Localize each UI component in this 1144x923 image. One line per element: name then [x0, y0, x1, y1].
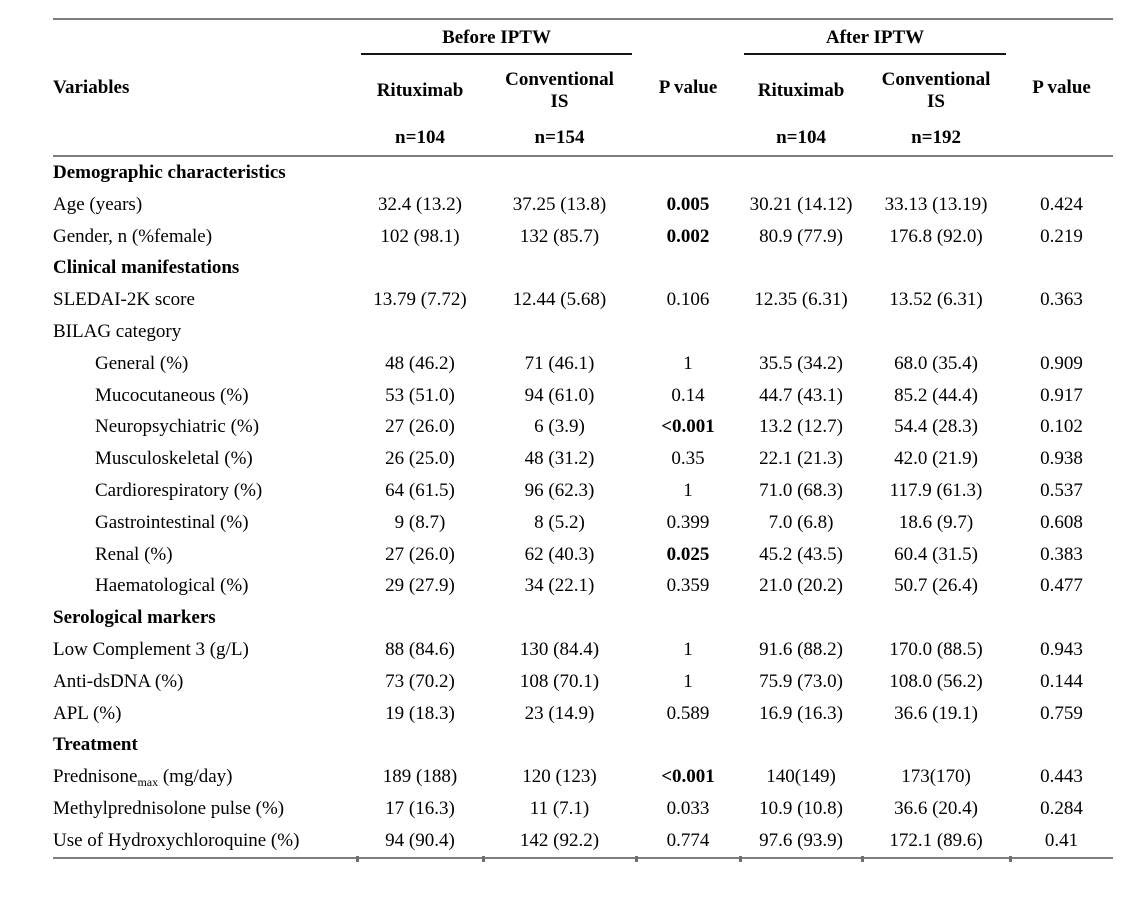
value-cell: [357, 252, 483, 284]
value-cell: 117.9 (61.3): [889, 479, 983, 501]
value-cell: [357, 602, 483, 634]
value-cell: [636, 156, 740, 189]
value-cell: 6 (3.9): [534, 416, 585, 438]
value-cell: 13.79 (7.72): [373, 289, 467, 311]
row-label: APL (%): [53, 702, 122, 724]
section-row: [53, 252, 1113, 284]
table-row: [53, 634, 1113, 666]
value-cell: 60.4 (31.5): [894, 543, 978, 565]
value-cell: [862, 316, 1010, 348]
table-row: [53, 761, 1113, 793]
column-tick: [482, 856, 485, 862]
n-count-conventional-before: n=154: [534, 126, 585, 148]
column-tick: [1009, 856, 1012, 862]
value-cell: 62 (40.3): [524, 543, 595, 565]
value-cell: 12.35 (6.31): [754, 289, 848, 311]
value-cell: 48 (46.2): [385, 352, 455, 374]
value-cell: 0.477: [1040, 575, 1083, 597]
value-cell: [740, 252, 862, 284]
table-row: [53, 380, 1113, 412]
column-header-variables: Variables: [53, 76, 130, 98]
table-row: [53, 348, 1113, 380]
value-cell: 53 (51.0): [385, 384, 455, 406]
row-label: Gastrointestinal (%): [95, 511, 249, 533]
table-row: [53, 507, 1113, 539]
value-cell: 0.363: [1040, 289, 1083, 311]
section-row: [53, 602, 1113, 634]
column-tick: [739, 856, 742, 862]
label-line: Conventional: [505, 69, 614, 91]
section-label: Clinical manifestations: [53, 257, 240, 279]
row-label: Anti-dsDNA (%): [53, 670, 184, 692]
table-body: [53, 156, 1113, 858]
value-cell: 0.943: [1040, 638, 1083, 660]
value-cell: 173(170): [901, 766, 971, 788]
value-cell: [740, 729, 862, 761]
value-cell: 9 (8.7): [394, 511, 446, 533]
section-row: [53, 156, 1113, 189]
value-cell: [357, 729, 483, 761]
value-cell: 71 (46.1): [524, 352, 595, 374]
value-cell: <0.001: [661, 416, 715, 438]
row-label: Mucocutaneous (%): [95, 384, 249, 406]
value-cell: 189 (188): [382, 766, 458, 788]
column-header-p-value-after: P value: [1032, 76, 1091, 98]
value-cell: 18.6 (9.7): [898, 511, 974, 533]
label-line: IS: [550, 91, 569, 112]
value-cell: [1010, 316, 1113, 348]
value-cell: 108 (70.1): [519, 670, 600, 692]
value-cell: 34 (22.1): [524, 575, 595, 597]
value-cell: [740, 316, 862, 348]
table-row: [53, 570, 1113, 602]
value-cell: 19 (18.3): [385, 702, 455, 724]
row-label: BILAG category: [53, 320, 182, 342]
value-cell: 29 (27.9): [385, 575, 455, 597]
value-cell: 140(149): [766, 766, 836, 788]
value-cell: 0.106: [666, 289, 710, 311]
value-cell: 0.443: [1040, 766, 1083, 788]
value-cell: [636, 602, 740, 634]
value-cell: 80.9 (77.9): [759, 225, 843, 247]
value-cell: 130 (84.4): [519, 638, 600, 660]
value-cell: 0.399: [666, 511, 710, 533]
value-cell: 64 (61.5): [385, 479, 455, 501]
value-cell: [357, 316, 483, 348]
value-cell: 32.4 (13.2): [378, 193, 462, 215]
value-cell: [862, 729, 1010, 761]
value-cell: [862, 156, 1010, 189]
value-cell: 0.759: [1040, 702, 1083, 724]
value-cell: 23 (14.9): [524, 702, 595, 724]
value-cell: [740, 602, 862, 634]
value-cell: [740, 156, 862, 189]
row-label: Musculoskeletal (%): [95, 448, 253, 470]
row-label: Haematological (%): [95, 575, 249, 597]
group-header-row: [53, 19, 1113, 62]
value-cell: <0.001: [661, 766, 715, 788]
value-cell: 73 (70.2): [385, 670, 455, 692]
value-cell: 0.359: [666, 575, 710, 597]
value-cell: 0.41: [1010, 825, 1113, 858]
n-count-rituximab-after: n=104: [776, 126, 826, 148]
n-count-conventional-after: n=192: [911, 126, 961, 148]
value-cell: 85.2 (44.4): [894, 384, 978, 406]
group-header-before-iptw: [357, 19, 636, 62]
value-cell: 27 (26.0): [385, 543, 455, 565]
table-row: [53, 475, 1113, 507]
value-cell: 71.0 (68.3): [759, 479, 843, 501]
table-row: [53, 698, 1113, 730]
table-row: [53, 793, 1113, 825]
value-cell: [636, 252, 740, 284]
table-row: [53, 443, 1113, 475]
table-row: [53, 284, 1113, 316]
value-cell: 91.6 (88.2): [759, 638, 843, 660]
value-cell: 142 (92.2): [483, 825, 636, 858]
value-cell: 0.938: [1040, 448, 1083, 470]
value-cell: 36.6 (19.1): [894, 702, 978, 724]
value-cell: 102 (98.1): [380, 225, 460, 247]
value-cell: [636, 316, 740, 348]
value-cell: 96 (62.3): [524, 479, 595, 501]
value-cell: 1: [683, 352, 693, 374]
value-cell: [1010, 252, 1113, 284]
value-cell: [483, 602, 636, 634]
value-cell: [862, 252, 1010, 284]
value-cell: 13.52 (6.31): [889, 289, 983, 311]
column-header-conventional-before: [483, 62, 636, 120]
value-cell: 75.9 (73.0): [759, 670, 843, 692]
value-cell: [483, 316, 636, 348]
value-cell: 22.1 (21.3): [759, 448, 843, 470]
value-cell: 0.537: [1040, 479, 1083, 501]
value-cell: [357, 156, 483, 189]
value-cell: 120 (123): [522, 766, 597, 788]
column-header-rituximab-after: Rituximab: [757, 80, 845, 102]
value-cell: 35.5 (34.2): [759, 352, 843, 374]
row-label: Low Complement 3 (g/L): [53, 638, 249, 660]
baseline-characteristics-table: [53, 18, 1113, 859]
column-header-conventional-after: [862, 62, 1010, 120]
value-cell: 48 (31.2): [524, 448, 595, 470]
value-cell: 94 (61.0): [524, 384, 595, 406]
section-row: [53, 729, 1113, 761]
group-header-after-iptw: [740, 19, 1010, 62]
value-cell: 0.424: [1040, 193, 1083, 215]
n-count-rituximab-before: n=104: [395, 126, 445, 148]
value-cell: 170.0 (88.5): [889, 638, 983, 660]
value-cell: [483, 252, 636, 284]
value-cell: 0.219: [1040, 225, 1083, 247]
value-cell: 0.284: [1040, 797, 1083, 819]
section-label: Treatment: [53, 734, 138, 756]
subscript-label: max: [137, 775, 159, 790]
value-cell: 11 (7.1): [529, 797, 590, 819]
table-row: [53, 221, 1113, 253]
value-cell: 36.6 (20.4): [894, 797, 978, 819]
value-cell: 1: [683, 670, 693, 692]
group-label-before-iptw: Before IPTW: [361, 27, 632, 56]
value-cell: 0.774: [636, 825, 740, 858]
row-label: Age (years): [53, 193, 143, 215]
value-cell: [862, 602, 1010, 634]
value-cell: 0.14: [671, 384, 705, 406]
value-cell: 132 (85.7): [519, 225, 600, 247]
table-row: [53, 825, 1113, 858]
value-cell: 1: [683, 479, 693, 501]
iptw-comparison-table: [53, 18, 1113, 859]
value-cell: 0.005: [666, 193, 710, 215]
value-cell: 0.909: [1040, 352, 1083, 374]
table-row: [53, 666, 1113, 698]
row-label: Methylprednisolone pulse (%): [53, 797, 285, 819]
value-cell: 50.7 (26.4): [894, 575, 978, 597]
value-cell: 108.0 (56.2): [889, 670, 983, 692]
row-label: Cardiorespiratory (%): [95, 479, 263, 501]
value-cell: 0.033: [666, 797, 710, 819]
value-cell: 88 (84.6): [385, 638, 455, 660]
value-cell: 0.025: [666, 543, 710, 565]
section-label: Demographic characteristics: [53, 156, 357, 189]
label-line: Conventional: [881, 69, 991, 91]
value-cell: 8 (5.2): [534, 511, 585, 533]
value-cell: [1010, 602, 1113, 634]
row-label: SLEDAI-2K score: [53, 289, 195, 311]
value-cell: 0.35: [671, 448, 705, 470]
value-cell: 10.9 (10.8): [759, 797, 843, 819]
label-line: IS: [927, 91, 945, 112]
value-cell: 0.917: [1040, 384, 1083, 406]
value-cell: 176.8 (92.0): [889, 225, 983, 247]
table-row: [53, 316, 1113, 348]
value-cell: 42.0 (21.9): [894, 448, 978, 470]
row-label: Renal (%): [95, 543, 173, 565]
value-cell: 0.589: [666, 702, 710, 724]
value-cell: 0.102: [1040, 416, 1083, 438]
section-label: Serological markers: [53, 607, 216, 629]
value-cell: 30.21 (14.12): [749, 193, 853, 215]
value-cell: 21.0 (20.2): [759, 575, 843, 597]
value-cell: 68.0 (35.4): [894, 352, 978, 374]
value-cell: 0.608: [1040, 511, 1083, 533]
value-cell: 26 (25.0): [385, 448, 455, 470]
row-label: Use of Hydroxychloroquine (%): [53, 825, 357, 858]
table-row: [53, 411, 1113, 443]
column-tick: [356, 856, 359, 862]
value-cell: 17 (16.3): [385, 797, 455, 819]
value-cell: 0.002: [666, 225, 710, 247]
value-cell: 13.2 (12.7): [759, 416, 843, 438]
value-cell: [636, 729, 740, 761]
value-cell: 45.2 (43.5): [759, 543, 843, 565]
value-cell: [483, 729, 636, 761]
table-row: [53, 539, 1113, 571]
group-label-after-iptw: After IPTW: [744, 27, 1006, 56]
column-tick: [635, 856, 638, 862]
value-cell: [1010, 156, 1113, 189]
value-cell: 0.144: [1040, 670, 1083, 692]
column-header-rituximab-before: Rituximab: [376, 80, 464, 102]
value-cell: [483, 156, 636, 189]
row-label: Prednisone$_{max}$ (mg/day): [53, 766, 233, 790]
value-cell: 0.383: [1040, 543, 1083, 565]
table-row: [53, 189, 1113, 221]
value-cell: 33.13 (13.19): [884, 193, 988, 215]
value-cell: 27 (26.0): [385, 416, 455, 438]
row-label: General (%): [95, 352, 189, 374]
value-cell: 54.4 (28.3): [894, 416, 978, 438]
row-label: Gender, n (%female): [53, 225, 213, 247]
value-cell: 16.9 (16.3): [759, 702, 843, 724]
value-cell: 97.6 (93.9): [740, 825, 862, 858]
value-cell: 94 (90.4): [357, 825, 483, 858]
column-header-p-value-before: P value: [658, 76, 718, 98]
row-label: Neuropsychiatric (%): [95, 416, 260, 438]
value-cell: 37.25 (13.8): [512, 193, 607, 215]
value-cell: 7.0 (6.8): [768, 511, 834, 533]
table-header: [53, 19, 1113, 156]
value-cell: 44.7 (43.1): [759, 384, 843, 406]
column-tick: [861, 856, 864, 862]
value-cell: 172.1 (89.6): [862, 825, 1010, 858]
value-cell: 12.44 (5.68): [512, 289, 607, 311]
value-cell: 1: [683, 638, 693, 660]
value-cell: [1010, 729, 1113, 761]
